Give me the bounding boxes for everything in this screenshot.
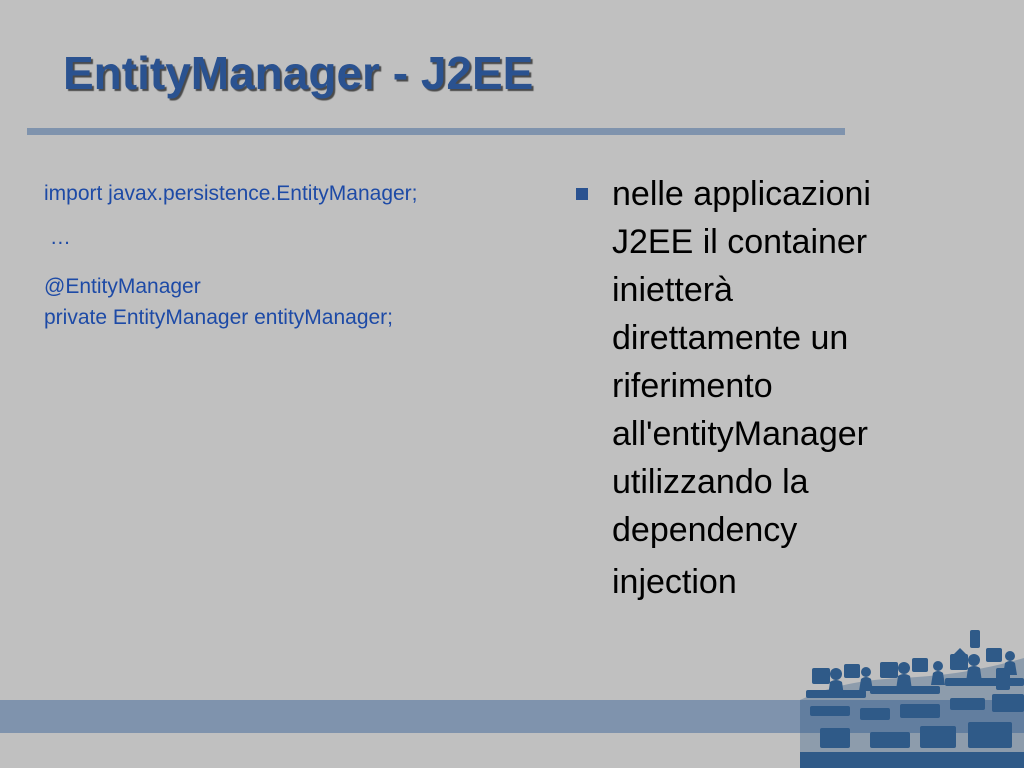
bullet-line: direttamente un — [612, 319, 849, 357]
bullet-line: riferimento — [612, 367, 773, 405]
code-line-field: private EntityManager entityManager; — [44, 306, 394, 329]
bullet-square-icon — [576, 188, 588, 200]
code-snippet — [44, 178, 564, 333]
bullet-text — [612, 170, 871, 606]
title-divider — [27, 128, 845, 135]
bullet-line: J2EE il container — [612, 223, 868, 261]
bullet-line: injection — [612, 563, 737, 601]
bullet-line: all'entityManager — [612, 415, 868, 453]
slide-title: EntityManager - J2EE — [63, 47, 534, 99]
bullet-line: inietterà — [612, 271, 733, 309]
code-line-annotation: @EntityManager — [44, 275, 201, 298]
code-line-import: import javax.persistence.EntityManager; — [44, 182, 418, 205]
bullet-line: dependency — [612, 511, 798, 549]
code-line-ellipsis: … — [44, 226, 71, 249]
people-at-computers-icon — [800, 628, 1024, 768]
bullet-line: utilizzando la — [612, 463, 809, 501]
bullet-line: nelle applicazioni — [612, 175, 871, 213]
